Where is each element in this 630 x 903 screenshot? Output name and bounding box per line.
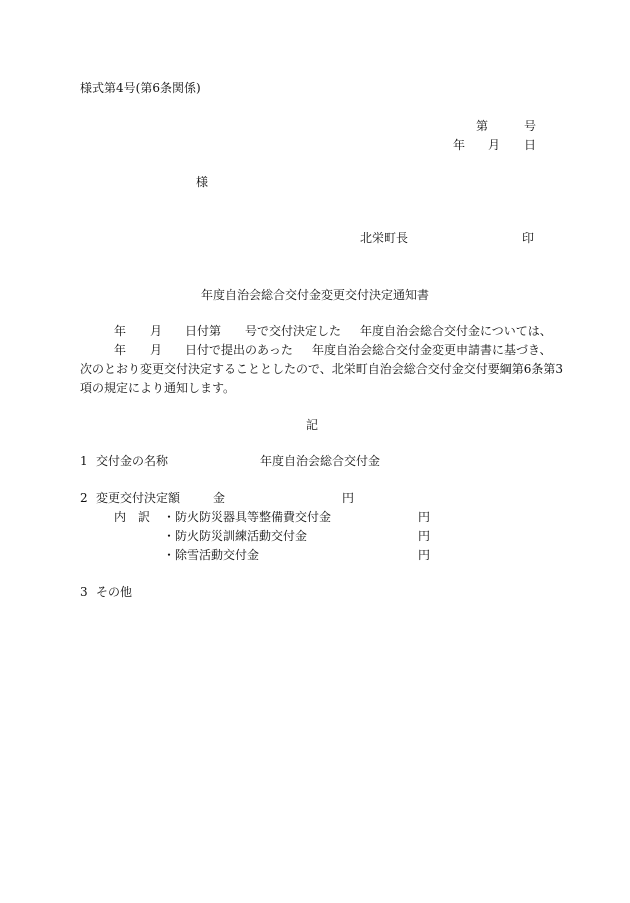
item3-label: その他 [96,585,133,599]
body-line1-year: 年 [114,324,127,338]
breakdown-item-name: ・除雪活動交付金 [163,548,260,562]
item3-number: 3 [80,585,88,599]
breakdown-item-yen: 円 [418,510,431,524]
breakdown-item-yen: 円 [418,529,431,543]
doc-number-go: 号 [524,119,537,133]
body-line1-hizuke: 日付第 [185,324,222,338]
issuer-name: 北栄町長 [360,231,409,245]
date-day: 日 [524,138,537,152]
body-line1-nendo: 年度自治会総合交付金については、 [360,324,552,338]
breakdown-item-name: ・防火防災訓練活動交付金 [163,529,308,543]
issuer-seal: 印 [522,231,535,245]
item1-value: 年度自治会総合交付金 [260,454,381,468]
body-line1-go: 号で交付決定した [245,324,342,338]
breakdown-item-name: ・防火防災器具等整備費交付金 [163,510,332,524]
item2-label: 変更交付決定額 [96,491,181,505]
date-month: 月 [488,138,501,152]
item1-label: 交付金の名称 [96,454,169,468]
body-line1-month: 月 [150,324,163,338]
breakdown-item-yen: 円 [418,548,431,562]
addressee-sama: 様 [196,175,209,189]
body-line2-year: 年 [114,343,127,357]
body-line2-month: 月 [150,343,163,357]
body-line2-nendo: 年度自治会総合交付金変更申請書に基づき、 [312,343,552,357]
form-label: 様式第4号(第6条関係) [80,81,201,95]
body-line2-hizuke: 日付で提出のあった [185,343,293,357]
doc-number-dai: 第 [476,119,489,133]
ki-label: 記 [306,418,319,432]
item2-number: 2 [80,491,88,505]
breakdown-label: 内 訳 [114,510,151,524]
item2-yen: 円 [342,491,355,505]
body-line4: 項の規定により通知します。 [80,381,236,395]
date-year: 年 [453,138,466,152]
item1-number: 1 [80,454,88,468]
document-title: 年度自治会総合交付金変更交付決定通知書 [201,288,430,302]
body-line3: 次のとおり変更交付決定することとしたので、北栄町自治会総合交付金交付要綱第6条第3 [80,362,564,376]
item2-kin: 金 [213,491,226,505]
